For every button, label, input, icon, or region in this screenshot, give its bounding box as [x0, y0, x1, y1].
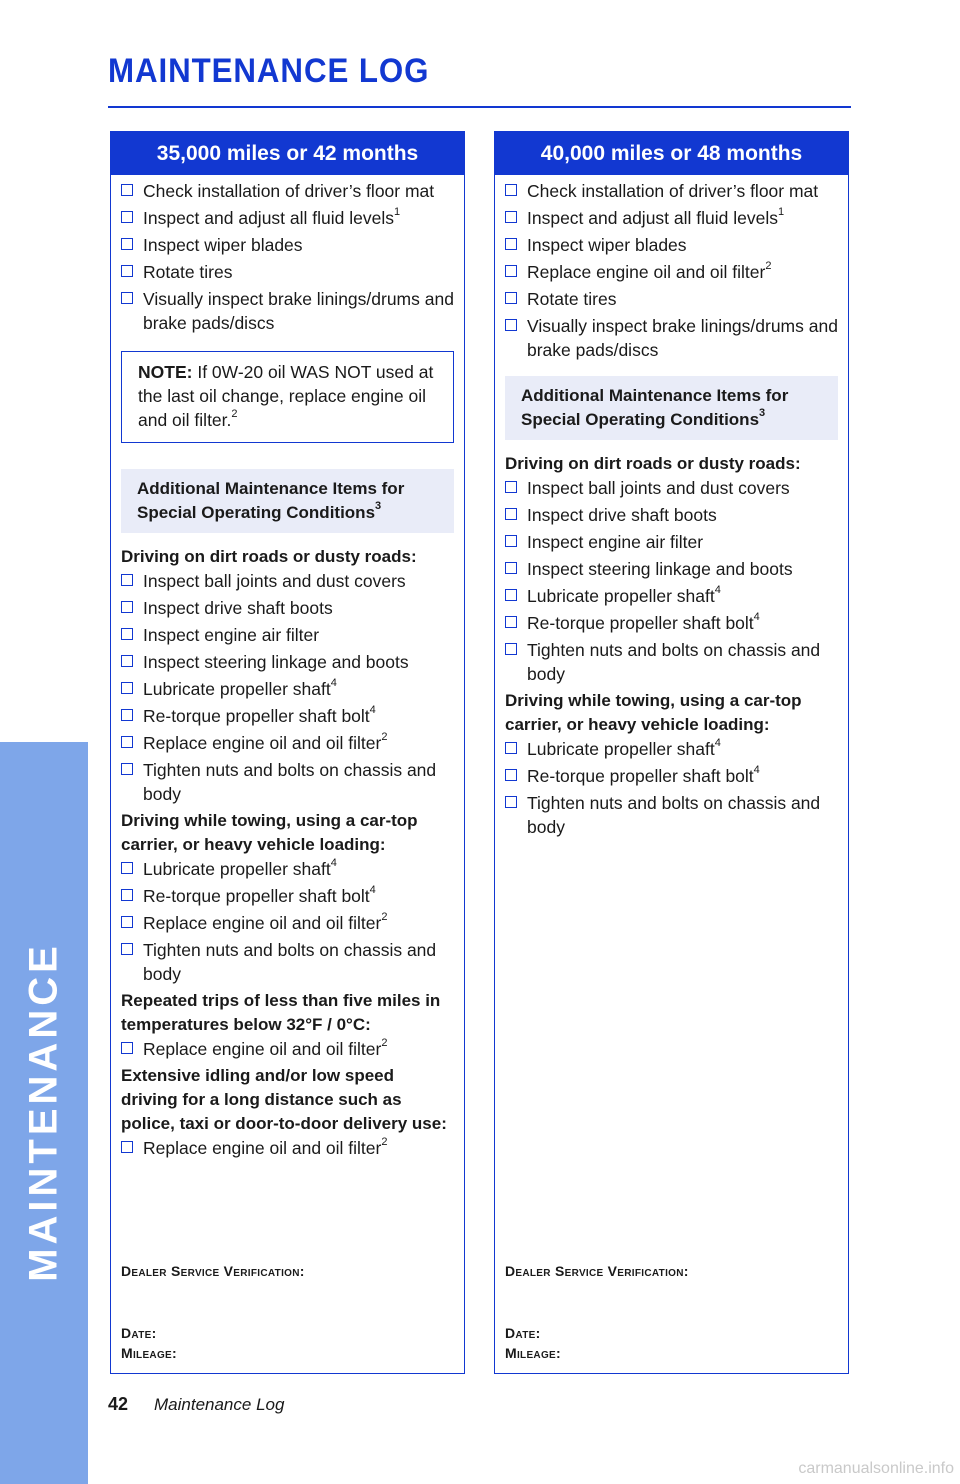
title-divider — [108, 106, 851, 108]
footnote-marker: 4 — [369, 884, 376, 897]
checklist-item-text: Tighten nuts and bolts on chassis and body — [527, 640, 821, 684]
checklist-item — [505, 503, 838, 527]
footnote-marker: 4 — [714, 584, 721, 597]
condition-heading: Driving while towing, using a car-top carrier, or heavy vehicle loading: — [121, 811, 418, 854]
checklist-item — [505, 179, 838, 203]
condition-heading: Repeated trips of less than five miles in temperatures below 32°F / 0°C: — [121, 991, 441, 1034]
checklist-item-text: Check installation of driver’s floor mat — [527, 181, 819, 201]
mileage-label: Mileage: — [505, 1345, 561, 1361]
checkbox[interactable] — [121, 628, 133, 640]
footnote-marker: 2 — [381, 1037, 388, 1050]
checklist-item-text: Replace engine oil and oil filter — [143, 1138, 382, 1158]
checklist-item-text: Lubricate propeller shaft — [527, 739, 715, 759]
date-label: Date: — [505, 1325, 541, 1341]
condition-sections — [505, 452, 838, 839]
checklist-item-text: Re-torque propeller shaft bolt — [527, 613, 754, 633]
checklist-item — [505, 584, 838, 608]
additional-items-text: Additional Maintenance Items for Special Operating Conditions — [521, 386, 789, 429]
footnote-marker: 4 — [369, 704, 376, 717]
mileage-label: Mileage: — [121, 1345, 177, 1361]
checklist-item-text: Re-torque propeller shaft bolt — [143, 886, 370, 906]
checklist-item-text: Inspect drive shaft boots — [527, 505, 717, 525]
checkbox[interactable] — [505, 265, 517, 277]
checklist-item-text: Inspect and adjust all fluid levels — [527, 208, 778, 228]
checkbox[interactable] — [505, 508, 517, 520]
checkbox[interactable] — [121, 682, 133, 694]
date-label: Date: — [121, 1325, 157, 1341]
additional-items-heading — [505, 376, 838, 440]
checkbox[interactable] — [121, 736, 133, 748]
checklist-item-text: Replace engine oil and oil filter — [527, 262, 766, 282]
checklist-item-text: Replace engine oil and oil filter — [143, 733, 382, 753]
checklist-item — [121, 1136, 454, 1160]
checklist-item — [121, 206, 454, 230]
checklist-item — [121, 857, 454, 881]
additional-items-text: Additional Maintenance Items for Special Operating Conditions — [137, 479, 405, 522]
footer-section-title: Maintenance Log — [154, 1395, 285, 1414]
checklist-item-text: Rotate tires — [143, 262, 233, 282]
checkbox[interactable] — [505, 742, 517, 754]
checklist-item — [121, 233, 454, 257]
checkbox[interactable] — [121, 763, 133, 775]
checklist-item — [505, 233, 838, 257]
checklist-item-text: Tighten nuts and bolts on chassis and body — [143, 760, 437, 804]
checkbox[interactable] — [505, 562, 517, 574]
checklist-item — [121, 623, 454, 647]
footnote-marker: 4 — [753, 764, 760, 777]
checkbox[interactable] — [505, 616, 517, 628]
footnote-marker: 2 — [381, 731, 388, 744]
checkbox[interactable] — [505, 796, 517, 808]
checkbox[interactable] — [121, 916, 133, 928]
dealer-verification — [121, 1263, 451, 1363]
checklist-item-text: Inspect engine air filter — [143, 625, 320, 645]
checkbox[interactable] — [121, 292, 133, 304]
checklist-item — [121, 596, 454, 620]
checklist-item — [121, 911, 454, 935]
note-label: NOTE: — [138, 362, 193, 382]
checkbox[interactable] — [121, 889, 133, 901]
checklist-item — [121, 731, 454, 755]
condition-heading: Driving on dirt roads or dusty roads: — [505, 454, 801, 473]
checklist-item-text: Visually inspect brake linings/drums and brake pads/discs — [143, 289, 454, 333]
checklist-item-text: Re-torque propeller shaft bolt — [143, 706, 370, 726]
checkbox[interactable] — [121, 655, 133, 667]
checklist-item-text: Inspect and adjust all fluid levels — [143, 208, 394, 228]
item-list — [121, 179, 454, 335]
checklist-item — [121, 287, 454, 335]
log-column-35k — [110, 131, 465, 1374]
condition-sections — [121, 545, 454, 1160]
checkbox[interactable] — [121, 211, 133, 223]
checklist-item — [505, 791, 838, 839]
footnote-marker: 4 — [714, 737, 721, 750]
checklist-item-text: Replace engine oil and oil filter — [143, 913, 382, 933]
footnote-marker: 4 — [330, 677, 337, 690]
checkbox[interactable] — [121, 1141, 133, 1153]
column-header: 35,000 miles or 42 months — [111, 132, 464, 175]
checklist-item — [505, 287, 838, 311]
page-number: 42 — [108, 1394, 129, 1414]
checklist-item — [121, 260, 454, 284]
additional-footnote: 3 — [759, 407, 766, 420]
checkbox[interactable] — [121, 709, 133, 721]
checklist-item — [505, 611, 838, 635]
dealer-verification — [505, 1263, 835, 1363]
checklist-item — [505, 557, 838, 581]
checklist-item — [505, 737, 838, 761]
condition-heading: Driving while towing, using a car-top carrier, or heavy vehicle loading: — [505, 691, 802, 734]
checkbox[interactable] — [505, 319, 517, 331]
checklist-item-text: Lubricate propeller shaft — [527, 586, 715, 606]
checkbox[interactable] — [121, 238, 133, 250]
side-tab-label: MAINTENANCE — [21, 942, 66, 1282]
checklist-item-text: Tighten nuts and bolts on chassis and body — [143, 940, 437, 984]
checkbox[interactable] — [121, 265, 133, 277]
checkbox[interactable] — [121, 1042, 133, 1054]
checkbox[interactable] — [121, 184, 133, 196]
checklist-item — [505, 530, 838, 554]
checklist-item-text: Visually inspect brake linings/drums and brake pads/discs — [527, 316, 838, 360]
checkbox[interactable] — [505, 211, 517, 223]
additional-footnote: 3 — [375, 500, 382, 513]
checkbox[interactable] — [121, 862, 133, 874]
footnote-marker: 1 — [777, 206, 785, 219]
checklist-item-text: Lubricate propeller shaft — [143, 859, 331, 879]
checklist-item — [121, 704, 454, 728]
checklist-item-text: Check installation of driver’s floor mat — [143, 181, 435, 201]
checklist-item — [505, 638, 838, 686]
checklist-item-text: Inspect wiper blades — [143, 235, 303, 255]
condition-heading: Extensive idling and/or low speed driving for a long distance such as police, taxi or door-to-door delivery use: — [121, 1066, 447, 1133]
checklist-item — [505, 764, 838, 788]
checkbox[interactable] — [121, 601, 133, 613]
checklist-item-text: Inspect steering linkage and boots — [527, 559, 793, 579]
checklist-item — [121, 1037, 454, 1061]
watermark: carmanualsonline.info — [798, 1460, 954, 1477]
note-footnote: 2 — [231, 408, 238, 421]
checklist-item-text: Re-torque propeller shaft bolt — [527, 766, 754, 786]
footnote-marker: 4 — [330, 857, 337, 870]
log-column-40k — [494, 131, 849, 1374]
checkbox[interactable] — [121, 574, 133, 586]
checkbox[interactable] — [505, 643, 517, 655]
column-header: 40,000 miles or 48 months — [495, 132, 848, 175]
checklist-item — [121, 884, 454, 908]
checklist-item-text: Inspect wiper blades — [527, 235, 687, 255]
checklist-item-text: Inspect ball joints and dust covers — [143, 571, 406, 591]
note-text: If 0W-20 oil WAS NOT used at the last oil change, replace engine oil and oil filter. — [138, 362, 434, 430]
oil-note-box — [121, 351, 454, 443]
checklist-item-text: Inspect engine air filter — [527, 532, 704, 552]
checklist-item — [121, 677, 454, 701]
checklist-item — [121, 569, 454, 593]
checkbox[interactable] — [505, 184, 517, 196]
checklist-item — [505, 476, 838, 500]
verification-label: Dealer Service Verification: — [121, 1263, 305, 1279]
footnote-marker: 2 — [381, 911, 388, 924]
checkbox[interactable] — [121, 943, 133, 955]
checklist-item-text: Lubricate propeller shaft — [143, 679, 331, 699]
condition-heading: Driving on dirt roads or dusty roads: — [121, 547, 417, 566]
checkbox[interactable] — [505, 589, 517, 601]
additional-items-heading — [121, 469, 454, 533]
checklist-item-text: Tighten nuts and bolts on chassis and body — [527, 793, 821, 837]
checkbox[interactable] — [505, 238, 517, 250]
item-list — [505, 179, 838, 362]
checklist-item — [505, 314, 838, 362]
checklist-item — [505, 260, 838, 284]
verification-label: Dealer Service Verification: — [505, 1263, 689, 1279]
footnote-marker: 2 — [381, 1136, 388, 1149]
checklist-item-text: Inspect drive shaft boots — [143, 598, 333, 618]
checkbox[interactable] — [505, 769, 517, 781]
checklist-item-text: Inspect ball joints and dust covers — [527, 478, 790, 498]
checkbox[interactable] — [505, 535, 517, 547]
checklist-item — [121, 650, 454, 674]
checkbox[interactable] — [505, 292, 517, 304]
page-title: MAINTENANCE LOG — [108, 52, 430, 90]
footnote-marker: 1 — [393, 206, 401, 219]
checklist-item — [121, 758, 454, 806]
checklist-item-text: Rotate tires — [527, 289, 617, 309]
footnote-marker: 4 — [753, 611, 760, 624]
footnote-marker: 2 — [765, 260, 772, 273]
checklist-item — [121, 179, 454, 203]
checklist-item — [121, 938, 454, 986]
checklist-item-text: Replace engine oil and oil filter — [143, 1039, 382, 1059]
checklist-item — [505, 206, 838, 230]
checklist-item-text: Inspect steering linkage and boots — [143, 652, 409, 672]
checkbox[interactable] — [505, 481, 517, 493]
